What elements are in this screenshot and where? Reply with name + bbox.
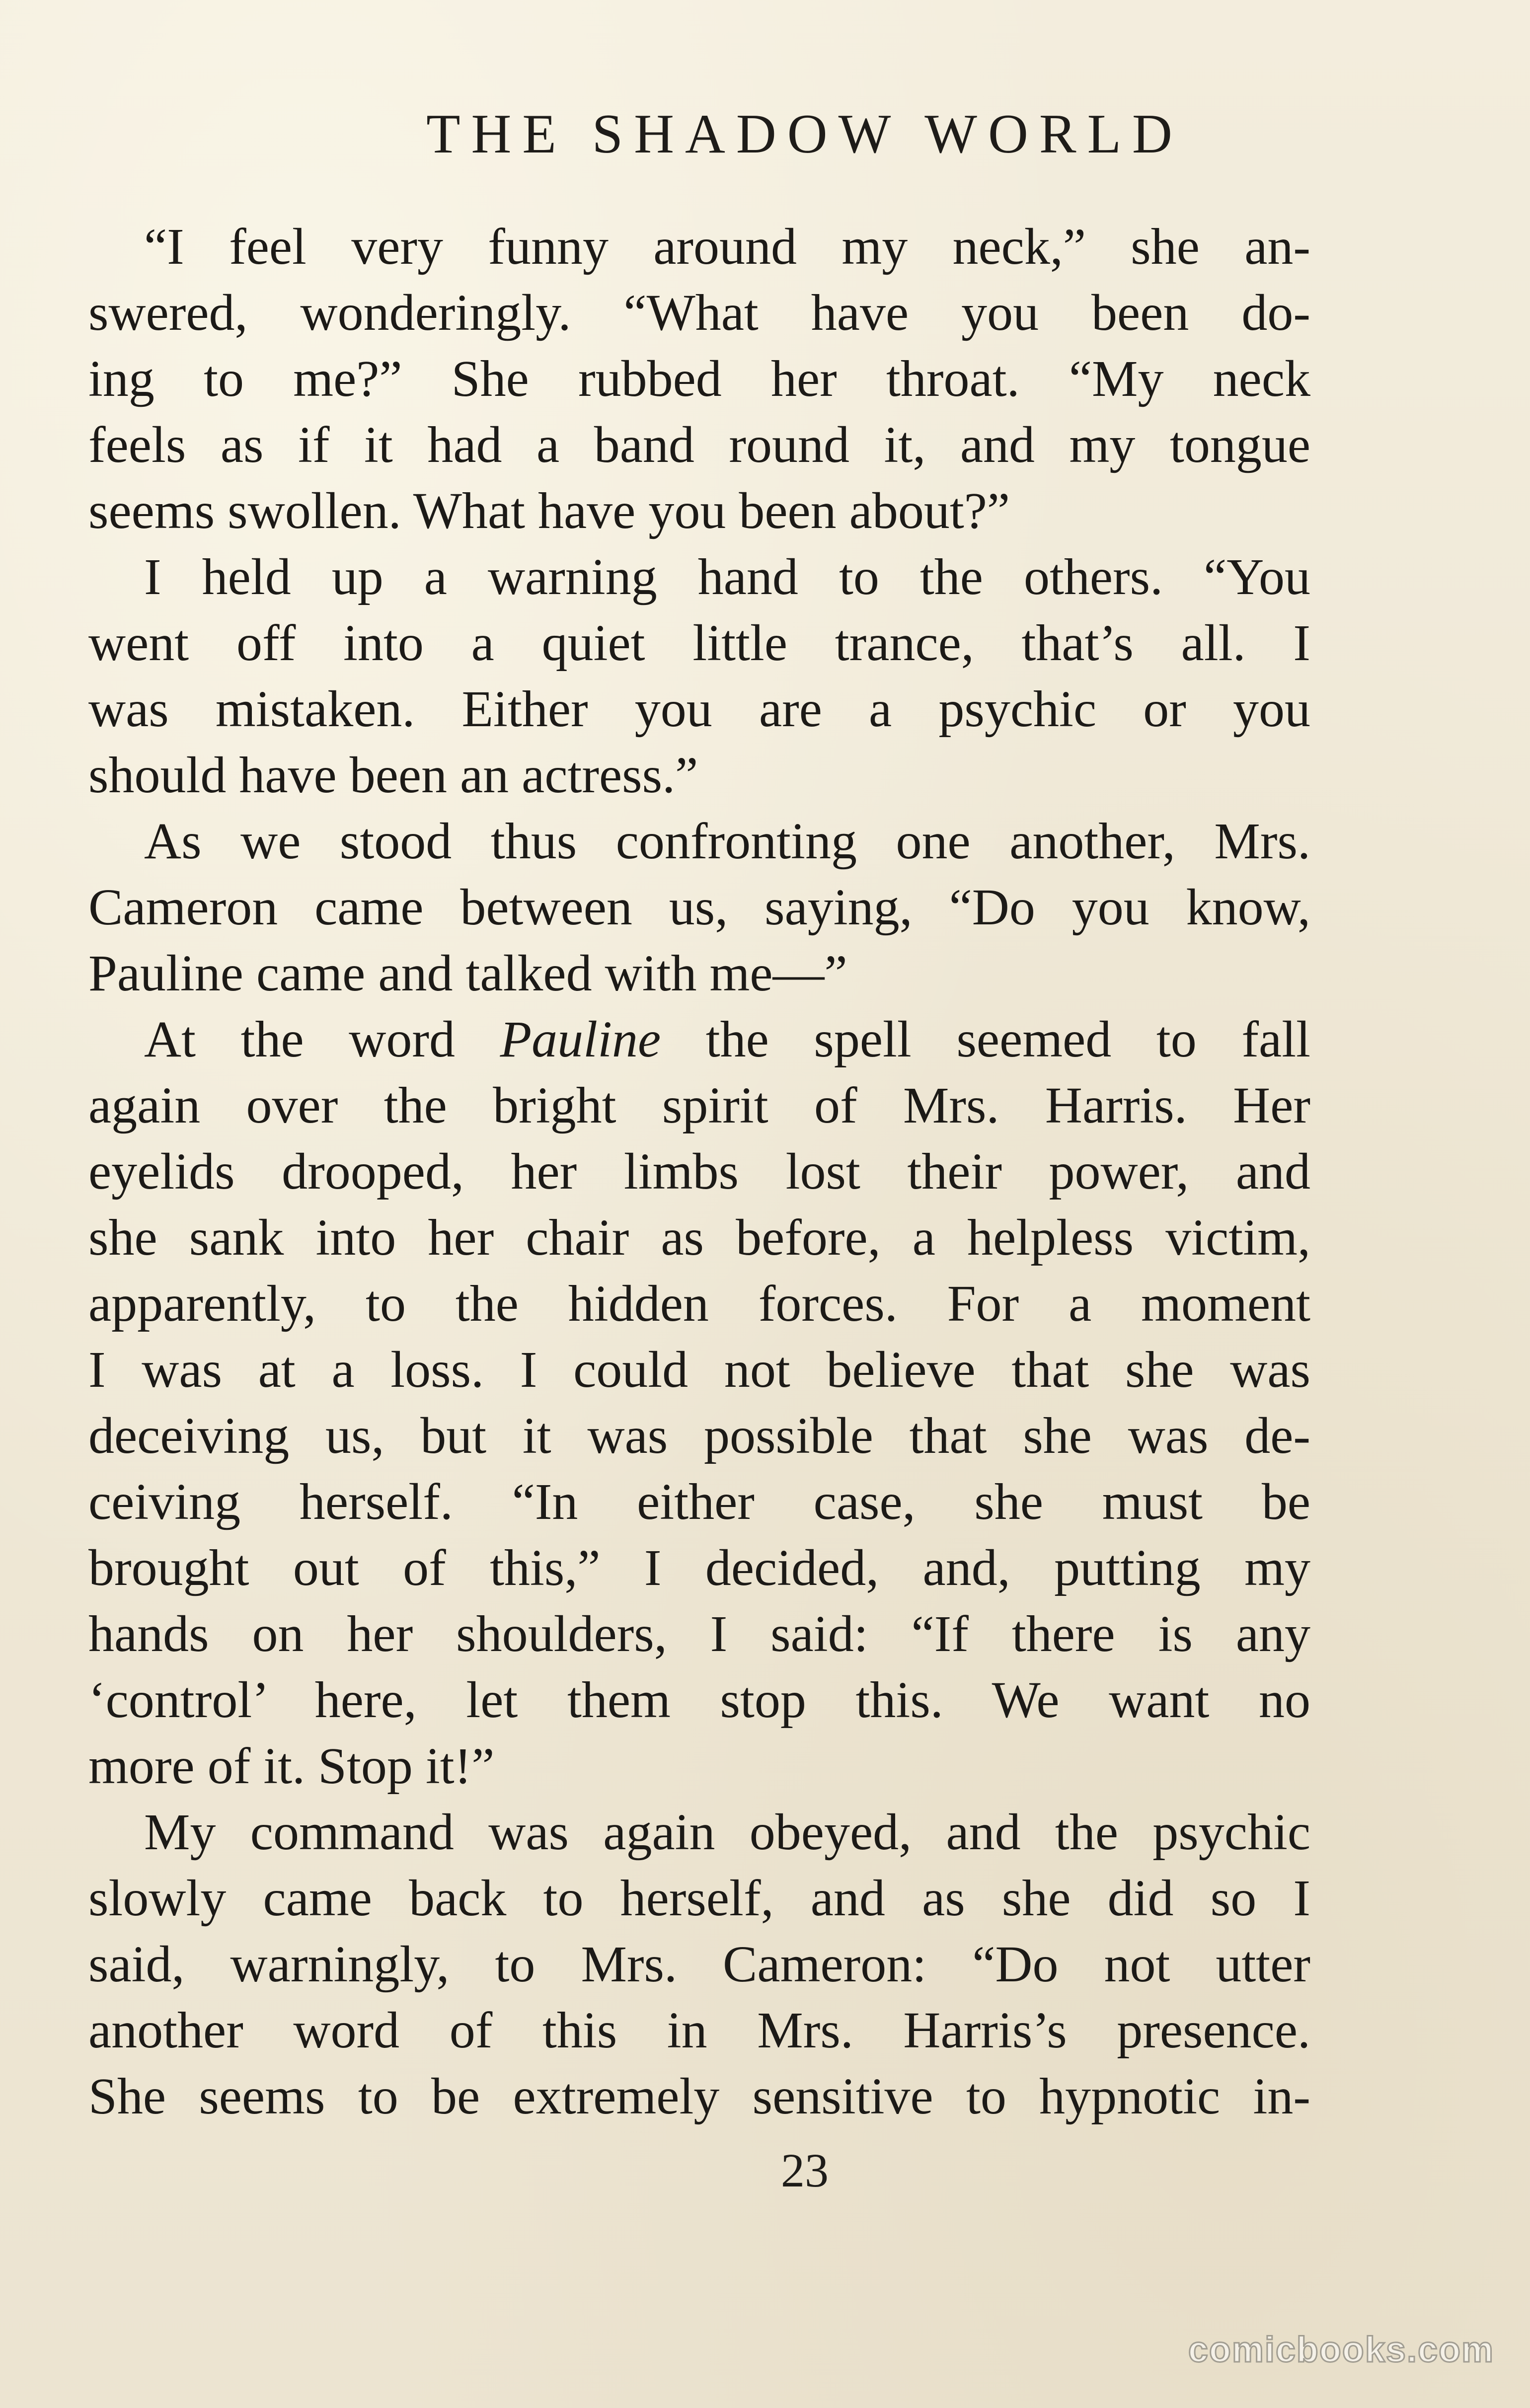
body-text bbox=[88, 214, 1310, 2129]
text-line: ing to me?” She rubbed her throat. “My neck bbox=[88, 350, 1310, 407]
text-run: At the word bbox=[144, 1011, 500, 1068]
text-line: was mistaken. Either you are a psychic or you bbox=[88, 680, 1310, 738]
running-head: THE SHADOW WORLD bbox=[426, 103, 1183, 165]
text-line: slowly came back to herself, and as she did so I bbox=[88, 1870, 1310, 1927]
text-line: seems swollen. What have you been about?” bbox=[88, 482, 1010, 539]
text-line: swered, wonderingly. “What have you been do- bbox=[88, 284, 1310, 341]
text-line: Cameron came between us, saying, “Do you know, bbox=[88, 879, 1310, 936]
text-line: ‘control’ here, let them stop this. We want no bbox=[88, 1671, 1310, 1729]
text-line: She seems to be extremely sensitive to hypnotic in- bbox=[88, 2068, 1310, 2125]
text-line: went off into a quiet little trance, that’s all. I bbox=[88, 614, 1310, 672]
text-line: Pauline came and talked with me—” bbox=[88, 945, 847, 1002]
text-line: I was at a loss. I could not believe that she was bbox=[88, 1341, 1310, 1398]
text-line: feels as if it had a band round it, and my tongue bbox=[88, 416, 1310, 473]
page-number: 23 bbox=[781, 2144, 829, 2197]
text-line: deceiving us, but it was possible that she was de- bbox=[88, 1407, 1310, 1464]
italic-name: Pauline bbox=[500, 1011, 661, 1068]
text-line: said, warningly, to Mrs. Cameron: “Do not utter bbox=[88, 1936, 1310, 1993]
text-run: the spell seemed to fall bbox=[661, 1011, 1310, 1068]
text-line: again over the bright spirit of Mrs. Harris. Her bbox=[88, 1077, 1310, 1134]
text-line: hands on her shoulders, I said: “If there is any bbox=[88, 1605, 1310, 1662]
text-line: another word of this in Mrs. Harris’s presence. bbox=[88, 2002, 1310, 2059]
text-line: should have been an actress.” bbox=[88, 747, 698, 804]
text-line: she sank into her chair as before, a helpless victim, bbox=[88, 1209, 1310, 1266]
text-line: I held up a warning hand to the others. “You bbox=[144, 548, 1310, 605]
text-line: apparently, to the hidden forces. For a moment bbox=[88, 1275, 1310, 1332]
text-line: ceiving herself. “In either case, she must be bbox=[88, 1473, 1310, 1530]
text-line bbox=[88, 1006, 1310, 1072]
text-line: “I feel very funny around my neck,” she an- bbox=[144, 218, 1310, 275]
text-line: brought out of this,” I decided, and, putting my bbox=[88, 1539, 1310, 1596]
text-line: more of it. Stop it!” bbox=[88, 1737, 495, 1795]
watermark: comicbooks.com bbox=[1188, 2330, 1494, 2370]
text-line: My command was again obeyed, and the psychic bbox=[144, 1804, 1310, 1861]
text-line: As we stood thus confronting one another, Mrs. bbox=[144, 813, 1310, 870]
text-line: eyelids drooped, her limbs lost their power, and bbox=[88, 1143, 1310, 1200]
